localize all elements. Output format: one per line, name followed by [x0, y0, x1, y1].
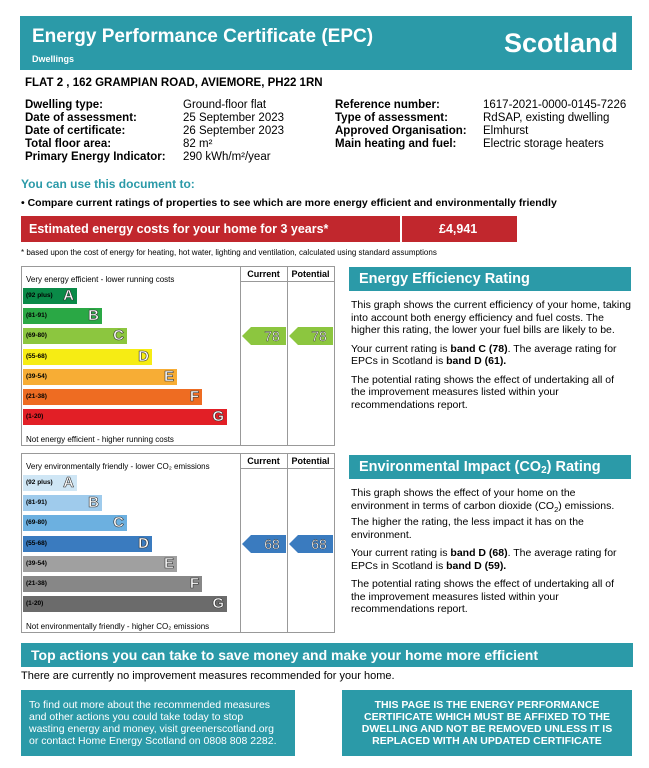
rating-band-c [23, 515, 127, 531]
energy-cost-divider [400, 216, 402, 242]
detail-value: 1617-2021-0000-0145-7226 [483, 99, 627, 111]
detail-value: 290 kWh/m²/year [183, 151, 271, 163]
eer-panel-header [349, 267, 631, 291]
eir-paragraph: This graph shows the effect of your home on the environment in terms of carbon dioxide $(CO_2)$ emissions. The higher the rating, the less impact it has on the environment. [351, 487, 615, 541]
no-measures-text: There are currently no improvement measures recommended for your home. [21, 670, 395, 682]
info-right-line: THIS PAGE IS THE ENERGY PERFORMANCE [374, 699, 600, 711]
band-letter: C [113, 327, 124, 345]
band-letter: D [138, 534, 149, 552]
chart-top-label: Very environmentally friendly - lower CO₂ emissions [26, 462, 210, 471]
header-country: Scotland [503, 28, 618, 58]
current-rating-arrow [242, 535, 286, 553]
current-column-header: Current [247, 456, 280, 466]
energy-cost-label: Estimated energy costs for your home for 3 years* [29, 222, 329, 236]
rating-band-a [23, 475, 77, 491]
band-letter: D [138, 347, 149, 365]
potential-column-header: Potential [291, 269, 330, 279]
eir-panel-header [349, 455, 631, 479]
header-title: Energy Performance Certificate (EPC) [32, 26, 374, 47]
eir-rating-paragraph: Your current rating is band D (68). The average rating for EPCs in Scotland is band D (59). [351, 547, 617, 572]
rating-band-c [23, 328, 127, 344]
environmental-impact-chart [21, 453, 335, 633]
detail-label: Total floor area: [25, 138, 112, 150]
rating-band-f [23, 576, 202, 592]
band-letter: A [63, 474, 74, 491]
rating-band-f [23, 389, 202, 405]
rating-band-b [23, 495, 102, 511]
detail-label: Date of certificate: [25, 125, 126, 137]
details-right [335, 99, 635, 159]
top-actions-header [21, 643, 633, 667]
current-rating-arrow [242, 327, 286, 345]
detail-value: 25 September 2023 [183, 112, 285, 124]
info-left-line: and other actions you could take today to stop [29, 711, 244, 723]
band-range: (1-20) [26, 413, 44, 421]
eer-panel-title: Energy Efficiency Rating [359, 271, 530, 287]
chart-top-label: Very energy efficient - lower running costs [26, 275, 175, 284]
detail-label: Primary Energy Indicator: [25, 151, 166, 163]
info-left-line: wasting energy and money, visit greenerscotland.org [29, 723, 274, 735]
detail-value: 26 September 2023 [183, 125, 285, 137]
band-range: (21-38) [26, 580, 47, 587]
band-range: (81-91) [26, 312, 47, 320]
detail-value: Elmhurst [483, 125, 529, 137]
band-letter: A [63, 287, 74, 304]
energy-cost-value: £4,941 [439, 222, 478, 236]
band-range: (1-20) [26, 600, 44, 608]
info-right-line: DWELLING AND NOT BE REMOVED UNLESS IT IS [361, 723, 613, 735]
current-rating-value: 78 [264, 328, 280, 345]
eir-panel-text [351, 487, 631, 622]
top-actions-title: Top actions you can take to save money and make your home more efficient [31, 647, 538, 663]
band-range: (39-54) [26, 559, 47, 567]
band-letter: E [163, 367, 174, 385]
detail-value: 82 m² [183, 138, 213, 150]
potential-rating-arrow [289, 535, 333, 553]
eer-rating-paragraph: Your current rating is band C (78). The average rating for EPCs in Scotland is band D (61). [351, 342, 617, 367]
info-box-right [342, 690, 632, 756]
detail-label: Type of assessment: [335, 112, 448, 124]
info-left-line: or contact Home Energy Scotland on 0808 808 2282. [29, 735, 277, 747]
band-range: (92 plus) [26, 479, 53, 486]
info-right-line: CERTIFICATE WHICH MUST BE AFFIXED TO THE [364, 711, 610, 723]
detail-value: Ground-floor flat [183, 99, 267, 111]
rating-band-e [23, 556, 177, 572]
cost-footnote: * based upon the cost of energy for heating, hot water, lighting and ventilation, calculated using standard assumptions [21, 248, 437, 257]
property-address: FLAT 2 , 162 GRAMPIAN ROAD, AVIEMORE, PH22 1RN [25, 77, 323, 89]
band-letter: G [212, 595, 224, 613]
current-column-header: Current [247, 269, 280, 279]
band-letter: B [88, 307, 99, 325]
rating-band-e [23, 369, 177, 385]
band-letter: F [189, 388, 199, 405]
band-letter: C [113, 514, 124, 532]
band-range: (81-91) [26, 499, 47, 507]
rating-band-g [23, 596, 227, 612]
use-document-title: You can use this document to: [21, 177, 195, 191]
band-letter: E [163, 554, 174, 572]
detail-value: Electric storage heaters [483, 138, 604, 150]
detail-label: Reference number: [335, 99, 440, 111]
potential-rating-arrow [289, 327, 333, 345]
potential-rating-value: 78 [311, 328, 327, 345]
rating-band-b [23, 308, 102, 324]
info-box-left [21, 690, 295, 756]
eer-paragraph: This graph shows the current efficiency of your home, taking into account both energy efficiency and fuel costs. The higher this rating, the lower your fuel bills are likely to be. [351, 299, 631, 336]
eir-panel-title: Environmental Impact (CO2) Rating [359, 459, 601, 476]
band-letter: B [88, 494, 99, 512]
band-range: (69-80) [26, 332, 47, 340]
chart-bottom-label: Not energy efficient - higher running costs [26, 435, 174, 444]
rating-band-d [23, 536, 152, 552]
potential-rating-value: 68 [311, 535, 327, 552]
rating-band-a [23, 288, 77, 304]
info-left-line: To find out more about the recommended measures [29, 699, 271, 711]
band-letter: F [189, 575, 199, 592]
rating-band-g [23, 409, 227, 425]
detail-label: Approved Organisation: [335, 125, 467, 137]
band-letter: G [212, 408, 224, 426]
info-right-line: REPLACED WITH AN UPDATED CERTIFICATE [372, 735, 602, 747]
potential-column-header: Potential [291, 456, 330, 466]
energy-efficiency-chart [21, 266, 335, 446]
band-range: (39-54) [26, 372, 47, 380]
detail-label: Dwelling type: [25, 99, 103, 111]
energy-cost-bar [21, 216, 517, 242]
eir-potential-paragraph: The potential rating shows the effect of undertaking all of the improvement measures listed within your recommendations report. [351, 578, 615, 616]
rating-band-d [23, 349, 152, 365]
current-rating-value: 68 [264, 535, 280, 552]
band-range: (69-80) [26, 519, 47, 527]
eer-potential-paragraph: The potential rating shows the effect of undertaking all of the improvement measures listed within your recommendations report. [351, 373, 615, 411]
details-left [25, 99, 335, 169]
band-range: (55-68) [26, 539, 47, 547]
detail-label: Main heating and fuel: [335, 138, 457, 150]
detail-label: Date of assessment: [25, 112, 137, 124]
use-document-bullet: • Compare current ratings of properties to see which are more energy efficient and environmentally friendly [21, 197, 557, 209]
detail-value: RdSAP, existing dwelling [483, 112, 610, 124]
band-range: (92 plus) [26, 292, 53, 299]
header-subtitle: Dwellings [32, 54, 75, 64]
band-range: (55-68) [26, 352, 47, 360]
eer-panel-text [351, 299, 631, 417]
epc-header [20, 16, 632, 70]
chart-bottom-label: Not environmentally friendly - higher CO₂ emissions [26, 622, 210, 631]
band-range: (21-38) [26, 393, 47, 400]
